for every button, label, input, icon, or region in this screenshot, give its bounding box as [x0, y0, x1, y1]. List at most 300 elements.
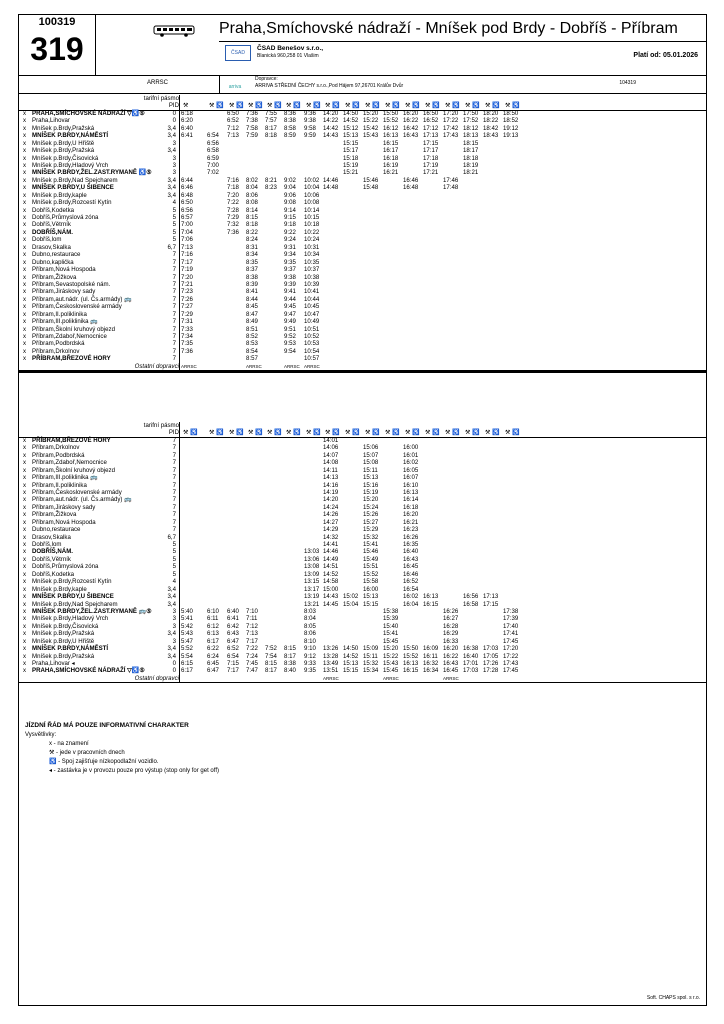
request-stop-mark: x: [23, 251, 27, 259]
table-row: [19, 177, 706, 184]
time-cell: 14:49: [323, 555, 339, 563]
time-cell: 16:54: [403, 585, 419, 593]
workday-icon: ⚒ ♿: [229, 102, 244, 110]
time-cell: 10:06: [304, 191, 320, 199]
operator-bar: [219, 41, 706, 76]
workday-icon: ⚒ ♿: [306, 429, 321, 437]
time-cell: 5:43: [181, 630, 193, 638]
time-cell: 10:04: [304, 184, 320, 192]
request-stop-mark: x: [23, 496, 27, 504]
zone-value: 3,4: [167, 600, 176, 608]
time-cell: 9:45: [284, 303, 296, 311]
workday-icon: ⚒ ♿: [345, 102, 360, 110]
time-cell: 13:08: [304, 563, 320, 571]
time-cell: 15:22: [363, 117, 379, 125]
time-cell: 9:38: [304, 117, 316, 125]
request-stop-mark: x: [23, 288, 27, 296]
workday-icon: ⚒ ♿: [505, 429, 520, 437]
time-cell: 14:06: [323, 444, 339, 452]
time-cell: 16:38: [463, 645, 479, 653]
request-stop-mark: x: [23, 184, 27, 192]
time-cell: 8:08: [246, 199, 258, 207]
time-cell: 13:26: [323, 645, 339, 653]
time-cell: 13:21: [304, 600, 320, 608]
time-cell: 17:48: [443, 184, 459, 192]
request-stop-mark: x: [23, 117, 27, 125]
table-row: [19, 274, 706, 281]
time-cell: 15:29: [363, 526, 379, 534]
request-stop-mark: x: [23, 303, 27, 311]
zone-value: 7: [172, 333, 176, 340]
time-cell: 8:02: [246, 176, 258, 184]
carriers-row: [19, 363, 706, 370]
request-stop-mark: x: [23, 243, 27, 251]
time-cell: 7:28: [227, 206, 239, 214]
time-cell: 16:32: [423, 660, 439, 667]
time-cell: 15:18: [343, 154, 359, 162]
time-cell: 6:41: [227, 615, 239, 623]
zone-value: 7: [172, 496, 176, 504]
carriers-label: Ostatní dopravci: [134, 362, 179, 370]
time-cell: 6:50: [181, 199, 193, 207]
time-cell: 14:41: [323, 541, 339, 548]
time-cell: 19:12: [503, 124, 519, 132]
table-row: [19, 667, 706, 674]
time-cell: 10:47: [304, 310, 320, 318]
time-cell: 9:54: [284, 347, 296, 355]
time-cell: 7:29: [181, 310, 193, 318]
time-cell: 14:24: [323, 503, 339, 511]
request-stop-mark: x: [23, 132, 27, 140]
time-cell: 17:13: [423, 132, 439, 140]
request-stop-mark: x: [23, 645, 27, 653]
time-cell: 6:45: [207, 660, 219, 667]
time-cell: 17:22: [443, 117, 459, 125]
time-cell: 15:41: [383, 630, 399, 638]
stop-name: Příbram,aut.nádr. (ul. Čs.armády) 🚌: [32, 295, 132, 303]
time-cell: 10:54: [304, 347, 320, 355]
table-row: [19, 437, 706, 444]
stop-name: Příbram,Sevastopolské nám.: [32, 280, 111, 288]
time-cell: 8:54: [246, 347, 258, 355]
table-row: [19, 355, 706, 362]
time-cell: 17:21: [423, 169, 439, 177]
table-row: [19, 326, 706, 333]
time-cell: 14:45: [323, 600, 339, 608]
time-cell: 7:34: [181, 333, 193, 340]
request-stop-mark: x: [23, 451, 27, 459]
time-cell: 7:22: [246, 645, 258, 653]
workday-icon: ⚒ ♿: [485, 102, 500, 110]
table-row: [19, 184, 706, 191]
time-cell: 16:52: [403, 578, 419, 586]
time-cell: 14:20: [323, 496, 339, 504]
time-cell: 15:12: [343, 124, 359, 132]
time-cell: 9:52: [284, 333, 296, 340]
time-cell: 16:42: [403, 124, 419, 132]
time-cell: 14:52: [343, 117, 359, 125]
zone-value: 3,4: [167, 645, 176, 653]
stop-name: PŘÍBRAM,BŘEZOVÉ HORY: [32, 436, 111, 444]
time-cell: 6:40: [227, 607, 239, 615]
zone-value: 5: [172, 555, 176, 563]
time-cell: 14:52: [343, 652, 359, 660]
table-row: [19, 251, 706, 258]
time-cell: 16:20: [403, 109, 419, 117]
stop-name: Dobříš,Kodetka: [32, 570, 75, 578]
time-cell: 15:16: [363, 481, 379, 489]
request-stop-mark: x: [23, 109, 27, 117]
request-stop-mark: x: [23, 585, 27, 593]
time-cell: 7:02: [207, 169, 219, 177]
time-cell: 14:08: [323, 459, 339, 467]
time-cell: 9:58: [304, 124, 316, 132]
workday-icon: ⚒ ♿: [248, 429, 263, 437]
time-cell: 16:10: [403, 481, 419, 489]
time-cell: 16:40: [463, 652, 479, 660]
table-row: [19, 504, 706, 511]
time-cell: 14:52: [323, 570, 339, 578]
time-cell: 6:54: [227, 652, 239, 660]
stop-name: MNÍŠEK P.BRDY,ŽEL.ZAST.RYMANĚ 🚌⑤: [32, 607, 152, 615]
zone-value: 3: [172, 615, 176, 623]
carrier-cell: ARRSC: [304, 363, 320, 369]
time-cell: 15:52: [363, 570, 379, 578]
stop-name: Mníšek p.Brdy,Rozcestí Kytín: [32, 578, 112, 586]
zone-value: 3,4: [167, 191, 176, 199]
zone-value: 5: [172, 206, 176, 214]
time-cell: 16:13: [403, 660, 419, 667]
table-row: [19, 571, 706, 578]
zone-value: 3,4: [167, 124, 176, 132]
time-cell: 10:38: [304, 273, 320, 281]
time-cell: 7:54: [265, 652, 277, 660]
time-cell: 13:49: [323, 660, 339, 667]
zone-header-label: tarifní pásmo: [143, 422, 179, 429]
request-stop-mark: x: [23, 347, 27, 355]
time-cell: 5:41: [181, 615, 193, 623]
time-cell: 15:22: [383, 652, 399, 660]
time-cell: 6:18: [181, 109, 193, 117]
time-cell: 8:52: [246, 333, 258, 340]
table-row: [19, 489, 706, 496]
time-cell: 9:22: [284, 228, 296, 236]
zone-value: 7: [172, 511, 176, 519]
request-stop-mark: x: [23, 295, 27, 303]
time-cell: 6:20: [181, 117, 193, 125]
table-row: [19, 541, 706, 548]
time-cell: 8:05: [304, 622, 316, 630]
time-cell: 18:18: [463, 154, 479, 162]
time-cell: 7:13: [181, 243, 193, 251]
time-cell: 16:04: [403, 600, 419, 608]
request-stop-mark: x: [23, 533, 27, 541]
carrier-label: Dopravce:: [255, 76, 278, 82]
time-cell: 14:07: [323, 451, 339, 459]
stop-name: PRAHA,SMÍCHOVSKÉ NÁDRAŽÍ ▽♿⑤: [32, 667, 145, 675]
zone-value: 3,4: [167, 184, 176, 192]
time-cell: 15:27: [363, 518, 379, 526]
table-row: [19, 281, 706, 288]
time-cell: 16:21: [403, 518, 419, 526]
time-cell: 16:15: [423, 600, 439, 608]
time-cell: 6:17: [207, 637, 219, 645]
workday-icon: ⚒ ♿: [465, 102, 480, 110]
request-stop-mark: x: [23, 280, 27, 288]
workday-icon: ⚒ ♿: [248, 102, 263, 110]
time-cell: 7:33: [181, 325, 193, 333]
time-cell: 7:38: [246, 117, 258, 125]
zone-value: 3,4: [167, 630, 176, 638]
time-cell: 15:19: [363, 488, 379, 496]
time-cell: 15:24: [363, 503, 379, 511]
stop-name: Dobříš,Větrník: [32, 555, 71, 563]
table-row: [19, 296, 706, 303]
header: [19, 15, 706, 76]
time-cell: 16:18: [383, 154, 399, 162]
time-cell: 14:42: [323, 124, 339, 132]
time-cell: 7:36: [181, 347, 193, 355]
stop-name: Příbram,Československé armády: [32, 488, 122, 496]
workday-icon: ⚒ ♿: [445, 429, 460, 437]
time-cell: 14:50: [343, 645, 359, 653]
time-cell: 7:27: [181, 303, 193, 311]
time-cell: 7:26: [181, 295, 193, 303]
pid-label: PID: [168, 429, 179, 437]
carrier-name: ARRIVA STŘEDNÍ ČECHY s.r.o.,Pod Hájem 97,26701 Králův Dvůr: [255, 83, 404, 89]
time-cell: 6:52: [227, 645, 239, 653]
time-cell: 16:29: [443, 630, 459, 638]
time-cell: 13:19: [304, 593, 320, 601]
zone-value: 5: [172, 214, 176, 221]
time-cell: 15:40: [383, 622, 399, 630]
time-cell: 16:12: [383, 124, 399, 132]
time-cell: 5:42: [181, 622, 193, 630]
time-cell: 17:45: [503, 637, 519, 645]
time-cell: 14:16: [323, 481, 339, 489]
request-stop-mark: x: [23, 161, 27, 169]
time-cell: 16:43: [443, 660, 459, 667]
time-cell: 15:00: [323, 585, 339, 593]
table-row: [19, 147, 706, 154]
time-cell: 10:37: [304, 266, 320, 274]
time-cell: 8:24: [246, 236, 258, 244]
time-cell: 7:18: [227, 184, 239, 192]
workday-icon: ⚒ ♿: [267, 102, 282, 110]
table-row: [19, 207, 706, 214]
zone-value: 3,4: [167, 593, 176, 601]
time-cell: 15:17: [343, 147, 359, 155]
time-cell: 6:24: [207, 652, 219, 660]
stop-name: Drasov,Skalka: [32, 243, 71, 251]
time-cell: 5:40: [181, 607, 193, 615]
time-cell: 5:54: [181, 652, 193, 660]
workday-icon: ⚒ ♿: [209, 429, 224, 437]
time-cell: 8:04: [304, 615, 316, 623]
time-cell: 18:52: [503, 117, 519, 125]
time-cell: 8:06: [304, 630, 316, 638]
time-cell: 15:11: [363, 652, 378, 660]
request-stop-mark: x: [23, 652, 27, 660]
time-cell: 9:31: [284, 243, 296, 251]
time-cell: 8:39: [246, 280, 258, 288]
time-cell: 16:05: [403, 466, 419, 474]
workday-icon: ⚒ ♿: [465, 429, 480, 437]
time-cell: 14:46: [323, 548, 339, 556]
request-stop-mark: x: [23, 236, 27, 244]
time-cell: 9:37: [284, 266, 296, 274]
table-row: [19, 259, 706, 266]
time-cell: 15:43: [363, 132, 379, 140]
time-cell: 14:43: [323, 132, 339, 140]
stop-name: Příbram,Školní kruhový objezd: [32, 325, 115, 333]
time-cell: 15:07: [363, 451, 379, 459]
stop-name: PRAHA,SMÍCHOVSKÉ NÁDRAŽÍ ▽♿⑤: [32, 109, 145, 117]
workday-icon: ⚒ ♿: [286, 429, 301, 437]
time-cell: 7:17: [181, 258, 193, 266]
time-cell: 17:41: [503, 630, 519, 638]
workday-icon: ⚒ ♿: [267, 429, 282, 437]
stop-name: Dobříš,lom: [32, 236, 62, 244]
table-row: [19, 593, 706, 600]
time-cell: 8:21: [265, 176, 277, 184]
time-cell: 6:13: [207, 630, 219, 638]
time-cell: 10:15: [304, 214, 320, 221]
request-stop-mark: x: [23, 318, 27, 326]
time-cell: 8:36: [284, 109, 296, 117]
time-cell: 10:08: [304, 199, 320, 207]
time-cell: 19:13: [503, 132, 519, 140]
time-cell: 15:32: [363, 533, 379, 541]
workday-icon: ⚒ ♿: [306, 102, 321, 110]
table-row: [19, 110, 706, 117]
time-cell: 8:23: [265, 184, 277, 192]
request-stop-mark: x: [23, 518, 27, 526]
stop-name: Mníšek p.Brdy,Hladový Vrch: [32, 615, 109, 623]
time-cell: 14:27: [323, 518, 339, 526]
request-stop-mark: x: [23, 578, 27, 586]
table-row: [19, 615, 706, 622]
table-row: [19, 132, 706, 139]
request-stop-mark: x: [23, 221, 27, 229]
time-cell: 14:43: [323, 593, 339, 601]
stop-name: Mníšek p.Brdy,Nad Spejcharem: [32, 600, 118, 608]
stop-name: Příbram,Jiráskovy sady: [32, 288, 96, 296]
stop-name: Mníšek p.Brdy,U Hřiště: [32, 637, 95, 645]
zone-column-rule: [179, 95, 180, 370]
zone-value: 7: [172, 310, 176, 318]
zone-header-row: [19, 422, 706, 429]
time-cell: 14:13: [323, 474, 339, 482]
time-cell: 7:15: [227, 660, 239, 667]
pid-row: [19, 429, 706, 436]
stop-name: MNÍŠEK P.BRDY,ŽEL.ZAST.RYMANĚ ♿⑤: [32, 169, 152, 177]
request-stop-mark: x: [23, 199, 27, 207]
workday-icon: ⚒ ♿: [385, 429, 400, 437]
zone-value: 3,4: [167, 132, 176, 140]
time-cell: 15:08: [363, 459, 379, 467]
time-cell: 17:22: [503, 652, 519, 660]
time-cell: 15:13: [343, 132, 359, 140]
time-cell: 15:52: [383, 117, 399, 125]
timetable-page: [18, 14, 707, 1006]
zone-value: 7: [172, 526, 176, 534]
stop-name: MNÍŠEK P.BRDY,NÁMĚSTÍ: [32, 132, 109, 140]
stop-name: Příbram,Školní kruhový objezd: [32, 466, 115, 474]
time-cell: 6:10: [207, 607, 219, 615]
legend-item: ♿ - Spoj zajišťuje nízkopodlažní vozidlo.: [49, 759, 159, 765]
legend-title: Vysvětlivky:: [25, 732, 57, 738]
table-row: [19, 608, 706, 615]
time-cell: 8:03: [304, 607, 316, 615]
time-cell: 13:28: [323, 652, 339, 660]
time-cell: 17:03: [483, 645, 499, 653]
time-cell: 16:13: [423, 593, 439, 601]
operator-address: Blanická 960,258 01 Vlašim: [257, 53, 319, 59]
time-cell: 16:27: [443, 615, 459, 623]
request-stop-mark: x: [23, 266, 27, 274]
time-cell: 7:22: [227, 199, 239, 207]
stop-name: Příbram,II.poliklinika: [32, 310, 87, 318]
time-cell: 16:15: [383, 139, 399, 147]
time-cell: 17:45: [503, 667, 519, 675]
time-cell: 8:38: [284, 117, 296, 125]
time-cell: 7:16: [227, 176, 239, 184]
table-row: [19, 548, 706, 555]
time-cell: 16:43: [403, 132, 419, 140]
stop-name: Mníšek p.Brdy,Pražská: [32, 124, 95, 132]
time-cell: 16:26: [403, 533, 419, 541]
time-cell: 15:50: [383, 109, 399, 117]
bus-icon: [153, 25, 195, 37]
zone-value: 7: [172, 325, 176, 333]
workday-icon: ⚒ ♿: [286, 102, 301, 110]
time-cell: 14:46: [323, 176, 339, 184]
time-cell: 10:41: [304, 288, 320, 296]
stop-name: Dobříš,Větrník: [32, 221, 71, 229]
stop-name: Příbram,Drkolnov: [32, 347, 80, 355]
time-cell: 9:53: [284, 340, 296, 348]
time-cell: 15:45: [383, 667, 399, 675]
zone-value: 7: [172, 340, 176, 348]
time-cell: 15:50: [403, 645, 419, 653]
time-cell: 17:05: [483, 652, 499, 660]
stop-name: Mníšek p.Brdy,Rozcestí Kytín: [32, 199, 112, 207]
time-cell: 15:20: [383, 645, 399, 653]
time-cell: 7:13: [227, 132, 239, 140]
time-cell: 17:17: [423, 147, 439, 155]
time-cell: 9:08: [284, 199, 296, 207]
zone-value: 6,7: [167, 243, 176, 251]
request-stop-mark: x: [23, 555, 27, 563]
time-cell: 18:12: [463, 124, 479, 132]
request-stop-mark: x: [23, 333, 27, 340]
zone-value: 7: [172, 481, 176, 489]
time-cell: 7:20: [227, 191, 239, 199]
time-cell: 18:13: [463, 132, 479, 140]
time-cell: 8:15: [265, 660, 277, 667]
time-cell: 17:46: [443, 176, 459, 184]
time-cell: 15:13: [363, 474, 379, 482]
workday-icon: ⚒ ♿: [425, 102, 440, 110]
time-cell: 9:35: [304, 667, 316, 675]
zone-value: 3,4: [167, 176, 176, 184]
zone-value: 7: [172, 444, 176, 452]
time-cell: 17:43: [503, 660, 519, 667]
time-cell: 18:22: [483, 117, 499, 125]
workday-icon: ⚒ ♿: [505, 102, 520, 110]
time-cell: 15:02: [343, 593, 359, 601]
